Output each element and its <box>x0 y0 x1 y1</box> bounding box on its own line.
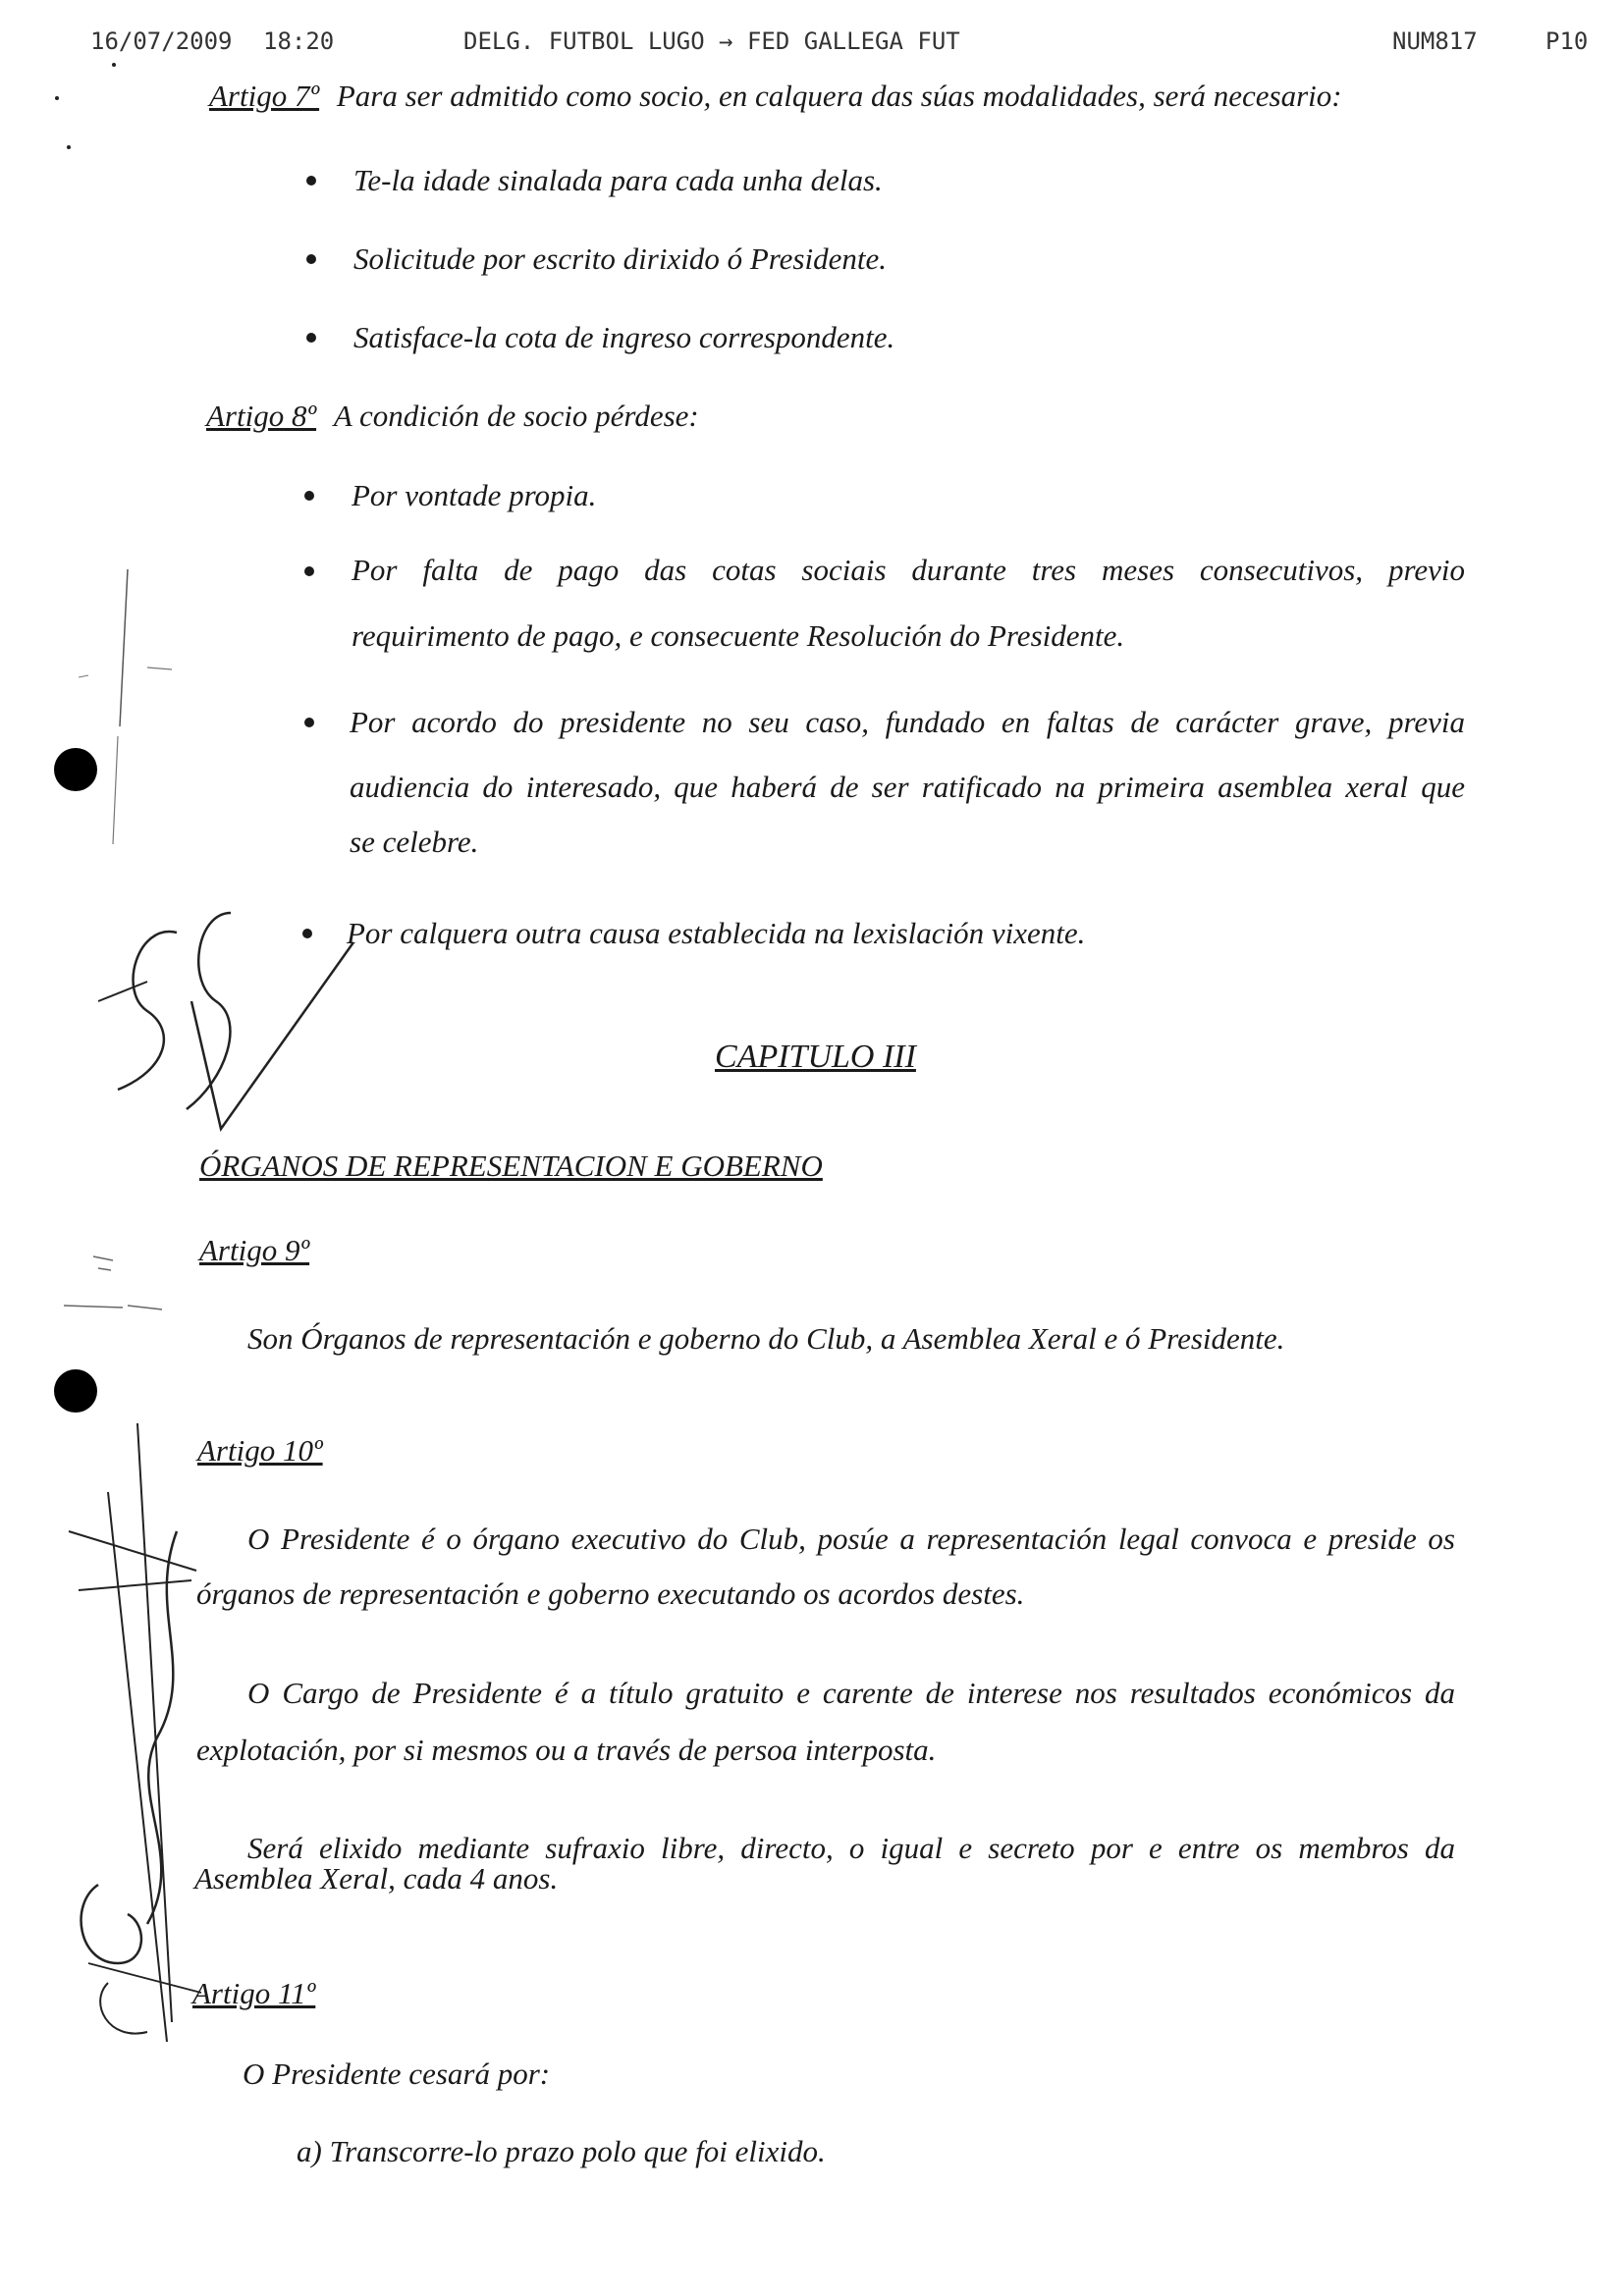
art8-intro: A condición de socio pérdese: <box>333 399 699 433</box>
art10-p2-line-1: O Cargo de Presidente é a título gratuito e carente de interese nos resultados económicos da <box>247 1676 1455 1710</box>
chapter-subtitle: ÓRGANOS DE REPRESENTACION E GOBERNO <box>199 1148 823 1183</box>
art8-bullet-2-line-1: Por falta de pago das cotas sociais durante tres meses consecutivos, previo <box>352 553 1465 587</box>
fax-page: P10 <box>1545 27 1589 55</box>
bullet-icon <box>306 333 316 343</box>
bullet-icon <box>306 176 316 186</box>
art10-p3-line-1: Será elixido mediante sufraxio libre, directo, o igual e secreto por e entre os membros da <box>247 1831 1455 1865</box>
initials-signature <box>79 883 373 1148</box>
art7-intro: Para ser admitido como socio, en calquera das súas modalidades, será necesario: <box>336 79 1342 113</box>
art10-p3-line-2: Asemblea Xeral, cada 4 anos. <box>194 1861 559 1896</box>
margin-marks <box>54 1247 172 1335</box>
art7-bullet-2: Solicitude por escrito dirixido ó Presidente. <box>353 241 887 276</box>
margin-marks <box>59 560 177 854</box>
art8-label: Artigo 8º <box>206 399 317 433</box>
art11-intro: O Presidente cesará por: <box>243 2056 551 2091</box>
art7-line <box>209 79 1342 114</box>
speck <box>55 96 59 100</box>
art8-line <box>206 399 699 434</box>
art10-p1-line-1: O Presidente é o órgano executivo do Club, posúe a representación legal convoca e preside os <box>247 1522 1455 1556</box>
speck <box>112 63 116 67</box>
bullet-icon <box>304 491 314 501</box>
bullet-icon <box>302 929 312 938</box>
art8-bullet-4: Por calquera outra causa establecida na lexislación vixente. <box>347 916 1086 950</box>
art9-text: Son Órganos de representación e goberno do Club, a Asemblea Xeral e ó Presidente. <box>247 1321 1285 1356</box>
bullet-icon <box>304 566 314 576</box>
art10-p1-line-2: órganos de representación e goberno executando os acordos destes. <box>196 1576 1025 1611</box>
chapter-title: CAPITULO III <box>715 1039 916 1075</box>
art8-bullet-3-line-1: Por acordo do presidente no seu caso, fundado en faltas de carácter grave, previa <box>350 705 1465 739</box>
bullet-icon <box>306 254 316 264</box>
art11-label: Artigo 11º <box>192 1976 316 2010</box>
art10-p2-line-2: explotación, por si mesmos ou a través de persoa interposta. <box>196 1733 937 1767</box>
speck <box>67 145 71 149</box>
art9-label: Artigo 9º <box>199 1233 310 1267</box>
fax-date: 16/07/2009 <box>90 27 233 55</box>
fax-number: NUM817 <box>1392 27 1478 55</box>
art10-label: Artigo 10º <box>197 1433 323 1468</box>
art7-bullet-1: Te-la idade sinalada para cada unha delas. <box>353 163 883 197</box>
fax-time: 18:20 <box>263 27 335 55</box>
punch-hole-bottom <box>54 1369 97 1413</box>
art8-bullet-1: Por vontade propia. <box>352 478 597 512</box>
art8-bullet-3-line-2: audiencia do interesado, que haberá de ser ratificado na primeira asemblea xeral que <box>350 770 1465 804</box>
art7-bullet-3: Satisface-la cota de ingreso correspondente. <box>353 320 895 354</box>
art8-bullet-3-line-3: se celebre. <box>350 825 479 859</box>
art8-bullet-2-line-2: requirimento de pago, e consecuente Resolución do Presidente. <box>352 618 1125 653</box>
fax-header <box>0 27 1624 67</box>
art11-item-a: a) Transcorre-lo prazo polo que foi elixido. <box>297 2134 826 2168</box>
art7-label: Artigo 7º <box>209 79 320 113</box>
bullet-icon <box>304 718 314 727</box>
fax-route: DELG. FUTBOL LUGO → FED GALLEGA FUT <box>463 27 960 55</box>
